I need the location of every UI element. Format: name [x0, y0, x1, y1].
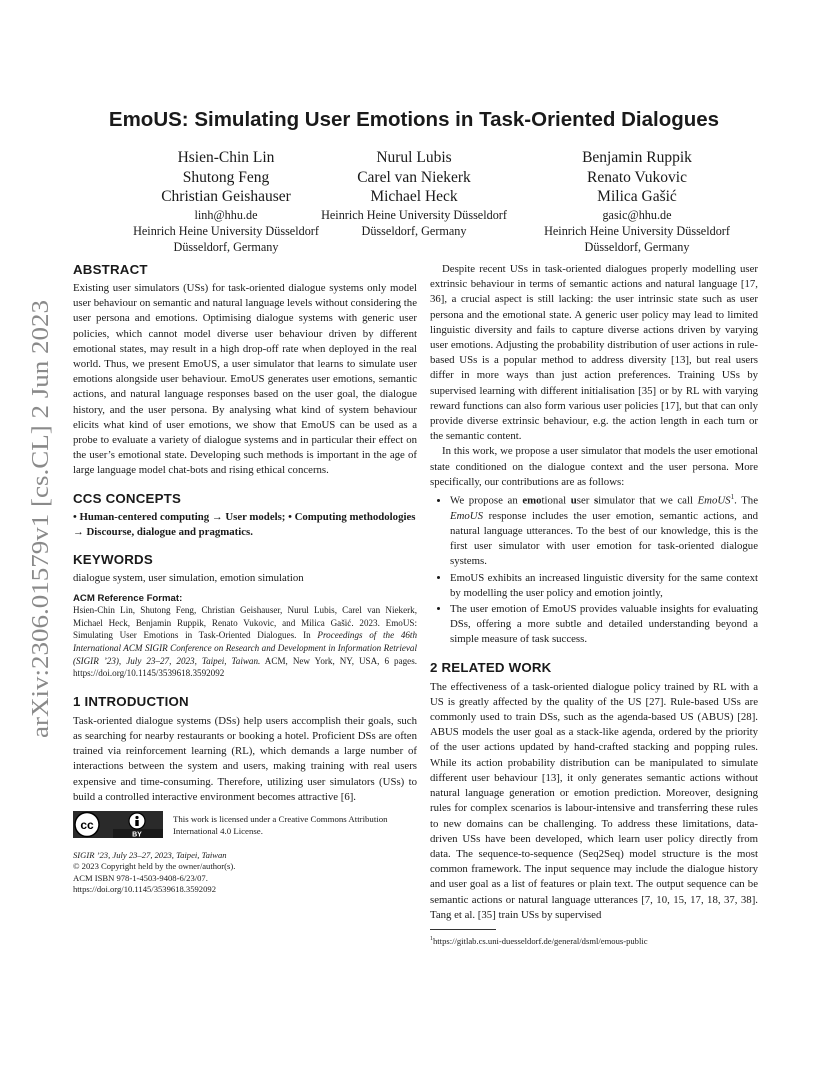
footnote: [430, 934, 758, 947]
footer-doi[interactable]: https://doi.org/10.1145/3539618.3592092: [73, 884, 216, 895]
contribution-text: ser: [576, 494, 594, 507]
author-location: Düsseldorf, Germany: [584, 239, 690, 254]
author-affiliation: Heinrich Heine University Düsseldorf: [544, 223, 730, 238]
keywords-text: dialogue system, user simulation, emotion simulation: [73, 572, 304, 585]
author-affiliation: Heinrich Heine University Düsseldorf: [133, 223, 319, 238]
footnote-mark: 1: [430, 935, 433, 942]
author-block-3: [512, 148, 762, 255]
intro-paragraph-2: Despite recent USs in task-oriented dialogues properly modelling user extrinsic behaviour in terms of semantic actions and natural language [17, 36], a crucial aspect is still lacking: the user intrinsic state such as user persona and the emotional state. A generic user policy may lead to limited linguistic diversity and fails to capture diverse actions driven by varying user emotions. Adjusting the probability distribution of user actions in rule-based USs is a popular method to address diversity [13], but real users differ in more ways than just action preferences. Training USs by supervised learning with different initialisation [35] or by RL with varying reward functions can also form various user policies [17], but that can only provide diverse extrinsic behaviour, e.g. the action length in each turn or the semantic content.: [430, 263, 758, 443]
author-email: linh@hhu.de: [194, 207, 258, 222]
by-label: BY: [132, 831, 142, 839]
footnote-rule: [430, 929, 496, 930]
ref-format-line1: Hsien-Chin Lin, Shutong Feng, Christian Geishauser, Nurul Lubis, Carel van Niekerk, Michael Heck, Benjamin Ruppik, Renato Vukovic, and Milica Gašić. 2023. EmoUS: Simulating User Emotions in Task-Oriented Dialogues. In: [73, 605, 417, 641]
contribution-item: [450, 490, 758, 570]
author-block-2: [289, 148, 539, 239]
contribution-text: response includes the user emotion, semantic actions, and natural language utterances. To the best of our knowledge, this is the first user simulator with user emotion for task-oriented dialogue systems.: [450, 509, 758, 568]
author-name: Carel van Niekerk: [357, 168, 471, 186]
author-location: Düsseldorf, Germany: [173, 239, 279, 254]
ref-format-heading: ACM Reference Format:: [73, 593, 183, 605]
contribution-text: We propose an: [450, 494, 523, 507]
cc-by-badge: [73, 811, 163, 838]
keywords-heading: KEYWORDS: [73, 552, 153, 568]
left-column: [73, 262, 417, 896]
author-name: Renato Vukovic: [587, 168, 687, 186]
license-block: [73, 811, 417, 838]
contribution-item: • EmoUS exhibits an increased linguistic diversity for the same context by modelling the user policy and emotion jointly,: [450, 571, 758, 601]
cc-badge-icon: [73, 811, 163, 838]
arxiv-watermark: [22, 300, 54, 740]
author-name: Christian Geishauser: [161, 188, 291, 205]
author-email: gasic@hhu.de: [602, 207, 672, 222]
paper-title: EmoUS: Simulating User Emotions in Task-Oriented Dialogues: [108, 108, 720, 131]
intro-heading: 1 INTRODUCTION: [73, 693, 189, 709]
contribution-bold: emo: [522, 494, 542, 507]
contribution-text: imulator that we call: [598, 494, 698, 507]
author-name: Milica Gašić: [597, 188, 677, 205]
author-name: Benjamin Ruppik: [582, 149, 692, 166]
model-name: EmoUS: [697, 494, 731, 507]
author-location: Düsseldorf, Germany: [361, 223, 467, 238]
related-heading: 2 RELATED WORK: [430, 659, 552, 675]
right-column: [430, 262, 758, 947]
abstract-text: Existing user simulators (USs) for task-oriented dialogue systems only model user behaviour on semantic and natural language levels without considering the user persona and emotions. Optimising dialogue systems with generic user policies, which cannot model diverse user behaviour driven by different emotional states, may result in a high drop-off rate when deployed in the real world. Thus, we present EmoUS, a user simulator that learns to simulate user emotions alongside user behaviour. EmoUS generates user emotions, semantic actions, and natural language responses based on the user goal, the dialogue history, and the user persona. By analysing what kind of system behaviour elicits what kind of user emotions, we show that EmoUS can be used as a probe to evaluate a variety of dialogue systems and in particular their effect on the user’s emotional state. Developing such methods is important in the age of large language model chat-bots and rising ethical concerns.: [73, 282, 417, 477]
ccs-heading: CCS CONCEPTS: [73, 490, 182, 506]
footer-copyright: © 2023 Copyright held by the owner/author(s).: [73, 861, 236, 872]
arxiv-id: arXiv:2306.01579v1 [cs.CL] 2 Jun 2023: [27, 340, 54, 738]
author-name: Michael Heck: [370, 188, 458, 205]
contribution-text: tional: [541, 494, 571, 507]
license-text: This work is licensed under a Creative Commons Attribution International 4.0 License.: [173, 814, 388, 837]
intro-paragraph-3: In this work, we propose a user simulator that models the user emotional state conditioned on the dialogue context and the user persona. More specifically, our contributions are as follows:: [430, 445, 758, 488]
cc-label: cc: [80, 818, 94, 833]
contribution-item: • The user emotion of EmoUS provides valuable insights for evaluating DSs, offering a more subtle and detailed understanding beyond a simple measure of task success.: [450, 602, 758, 648]
ref-format-text: [73, 604, 417, 680]
ref-format-line2: ACM, New York, NY, USA, 6 pages. https://doi.org/10.1145/3539618.3592092: [73, 655, 418, 679]
abstract-heading: ABSTRACT: [73, 262, 148, 277]
footer-venue: SIGIR ’23, July 23–27, 2023, Taipei, Taiwan: [73, 850, 227, 861]
ccs-text: • Human-centered computing → User models; • Computing methodologies → Discourse, dialogue and pragmatics.: [73, 510, 416, 538]
author-affiliation: Heinrich Heine University Düsseldorf: [321, 207, 507, 222]
related-paragraph: The effectiveness of a task-oriented dialogue policy trained by RL with a US is greatly affected by the quality of the US [27]. Rule-based USs are commonly used to train DSs, such as the agenda-based US (ABUS) [28]. ABUS models the user goal as a stack-like agenda, ordered by the priority of the user actions updated by hand-crafted stacking and popping rules. While its action probability distribution can be manipulated to simulate different user behaviour [13], it only generates semantic actions without natural language generation or emotion prediction. Moreover, designing rules for complex scenarios is labour-intensive and transferring these rules to new domains can be challenging. To address these limitations, data-driven USs have been developed, which learn user policy directly from data. The sequence-to-sequence (Seq2Seq) model structure is the most common framework. The input sequence may include the dialogue history and user goal as a list of features or plain text. The output sequence can be semantic actions or natural language utterances [7, 10, 15, 17, 18, 37, 38]. Tang et al. [35] train USs by supervised: [430, 680, 758, 921]
footnote-url[interactable]: https://gitlab.cs.uni-duesseldorf.de/general/dsml/emous-public: [433, 935, 648, 946]
footer-isbn: ACM ISBN 978-1-4503-9408-6/23/07.: [73, 872, 208, 883]
contribution-bold: s: [593, 494, 599, 507]
contribution-text: . The: [734, 494, 758, 507]
model-name: EmoUS: [450, 509, 483, 522]
intro-paragraph: Task-oriented dialogue systems (DSs) help users accomplish their goals, such as searching for nearby restaurants or booking a hotel. Proficient DSs are often trained via reinforcement learning (RL), which demands a large number of interactions between the system and users, making training with real users expensive and time-consuming. Therefore, utilizing user simulators (USs) to build a controlled interactive environment becomes attractive [6].: [73, 714, 417, 803]
contributions-list: [430, 490, 758, 648]
author-name: Hsien-Chin Lin: [177, 149, 275, 166]
author-name: Nurul Lubis: [376, 149, 452, 166]
author-name: Shutong Feng: [182, 168, 270, 186]
footnote-ref: 1: [730, 493, 735, 502]
footer-block: [73, 850, 417, 896]
contribution-bold: u: [570, 494, 577, 507]
ref-format-venue: Proceedings of the 46th International ACM SIGIR Conference on Research and Development in Information Retrieval (SIGIR ’23), July 23–27, 2023, Taipei, Taiwan.: [73, 630, 417, 666]
